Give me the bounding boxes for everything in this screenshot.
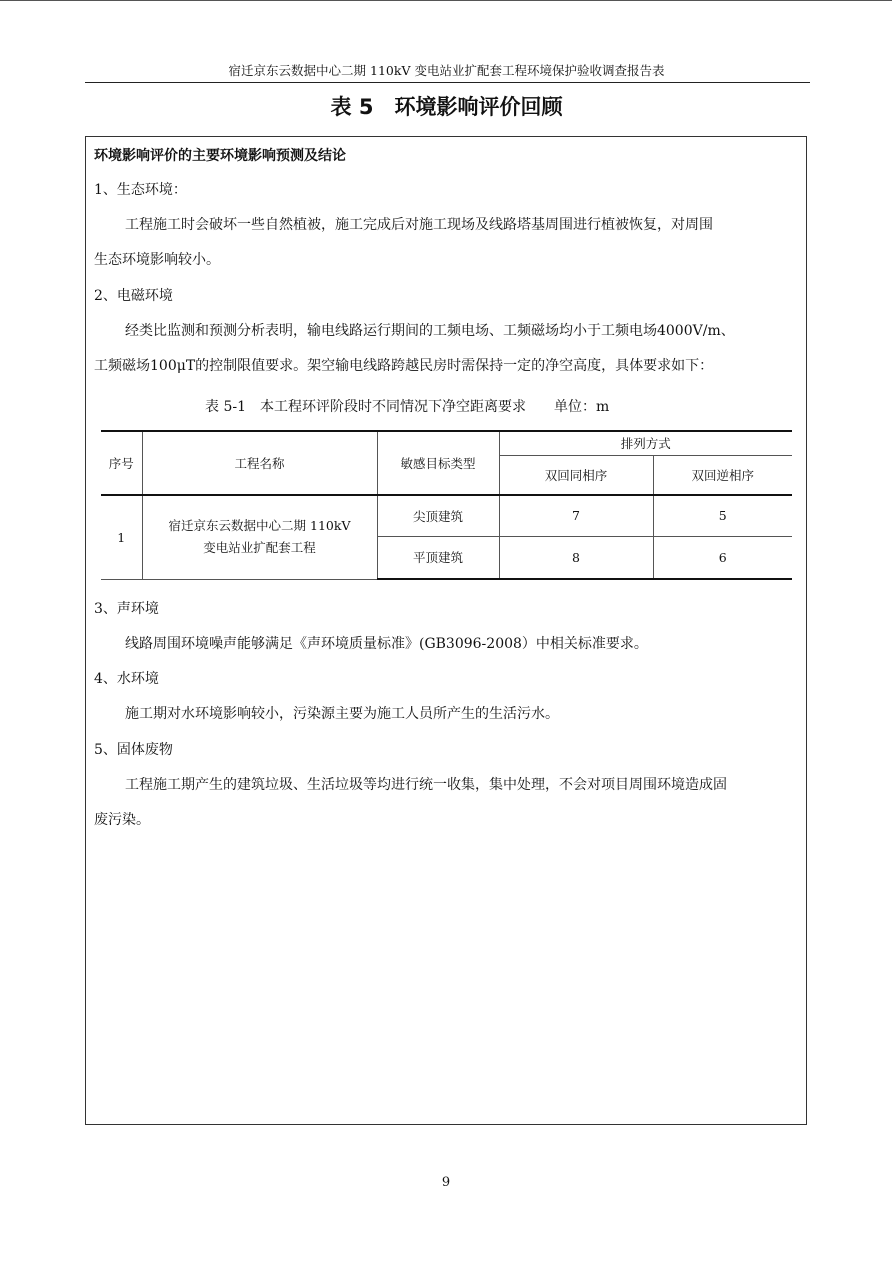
row-project-name <box>142 495 377 579</box>
page-number: 9 <box>441 1175 451 1190</box>
content-frame <box>85 136 807 1125</box>
electromagnetic-heading: 2、电磁环境 <box>94 288 173 304</box>
electromagnetic-paragraph-line1: 经类比监测和预测分析表明，输电线路运行期间的工频电场、工频磁场均小于工频电场4000V/m、 <box>125 323 735 339</box>
row-project-name-line2: 变电站业扩配套工程 <box>203 540 316 556</box>
row-target-flat: 平顶建筑 <box>377 536 499 579</box>
ecology-heading: 1、生态环境： <box>94 182 187 198</box>
header-target-type: 敏感目标类型 <box>377 431 499 495</box>
table-caption-title: 表 5-1 本工程环评阶段时不同情况下净空距离要求 <box>205 399 526 415</box>
header-arrangement: 排列方式 <box>499 431 792 455</box>
table-unit: 单位：m <box>554 399 610 415</box>
row-target-peaked: 尖顶建筑 <box>377 495 499 536</box>
row-flat-reverse: 6 <box>653 536 792 579</box>
solid-waste-paragraph-line1: 工程施工期产生的建筑垃圾、生活垃圾等均进行统一收集，集中处理，不会对项目周围环境造成固 <box>125 777 727 793</box>
acoustic-paragraph: 线路周围环境噪声能够满足《声环境质量标准》(GB3096-2008）中相关标准要求。 <box>125 636 648 652</box>
running-header: 宿迁京东云数据中心二期 110kV 变电站业扩配套工程环境保护验收调查报告表 <box>228 63 665 78</box>
electromagnetic-paragraph-line2: 工频磁场100μT的控制限值要求。架空输电线路跨越民房时需保持一定的净空高度，具体要求如下： <box>94 358 714 374</box>
row-project-name-line1: 宿迁京东云数据中心二期 110kV <box>168 518 351 534</box>
water-paragraph: 施工期对水环境影响较小，污染源主要为施工人员所产生的生活污水。 <box>125 706 559 722</box>
water-heading: 4、水环境 <box>94 671 159 687</box>
header-project: 工程名称 <box>142 431 377 495</box>
ecology-paragraph-line1: 工程施工时会破坏一些自然植被，施工完成后对施工现场及线路塔基周围进行植被恢复，对周围 <box>125 217 713 233</box>
row-peaked-reverse: 5 <box>653 495 792 536</box>
row-seq: 1 <box>101 495 142 579</box>
header-rule <box>85 82 810 83</box>
row-peaked-same: 7 <box>499 495 653 536</box>
page-title: 表 5 环境影响评价回顾 <box>330 95 563 119</box>
solid-waste-paragraph-line2: 废污染。 <box>94 812 150 828</box>
solid-waste-heading: 5、固体废物 <box>94 742 173 758</box>
clearance-table <box>101 430 792 580</box>
section-heading: 环境影响评价的主要环境影响预测及结论 <box>94 148 346 164</box>
top-edge-rule <box>0 0 892 1</box>
ecology-paragraph-line2: 生态环境影响较小。 <box>94 252 220 268</box>
acoustic-heading: 3、声环境 <box>94 601 159 617</box>
header-reverse-phase: 双回逆相序 <box>653 455 792 495</box>
row-flat-same: 8 <box>499 536 653 579</box>
header-seq: 序号 <box>101 431 142 495</box>
table-caption <box>205 397 609 417</box>
header-same-phase: 双回同相序 <box>499 455 653 495</box>
